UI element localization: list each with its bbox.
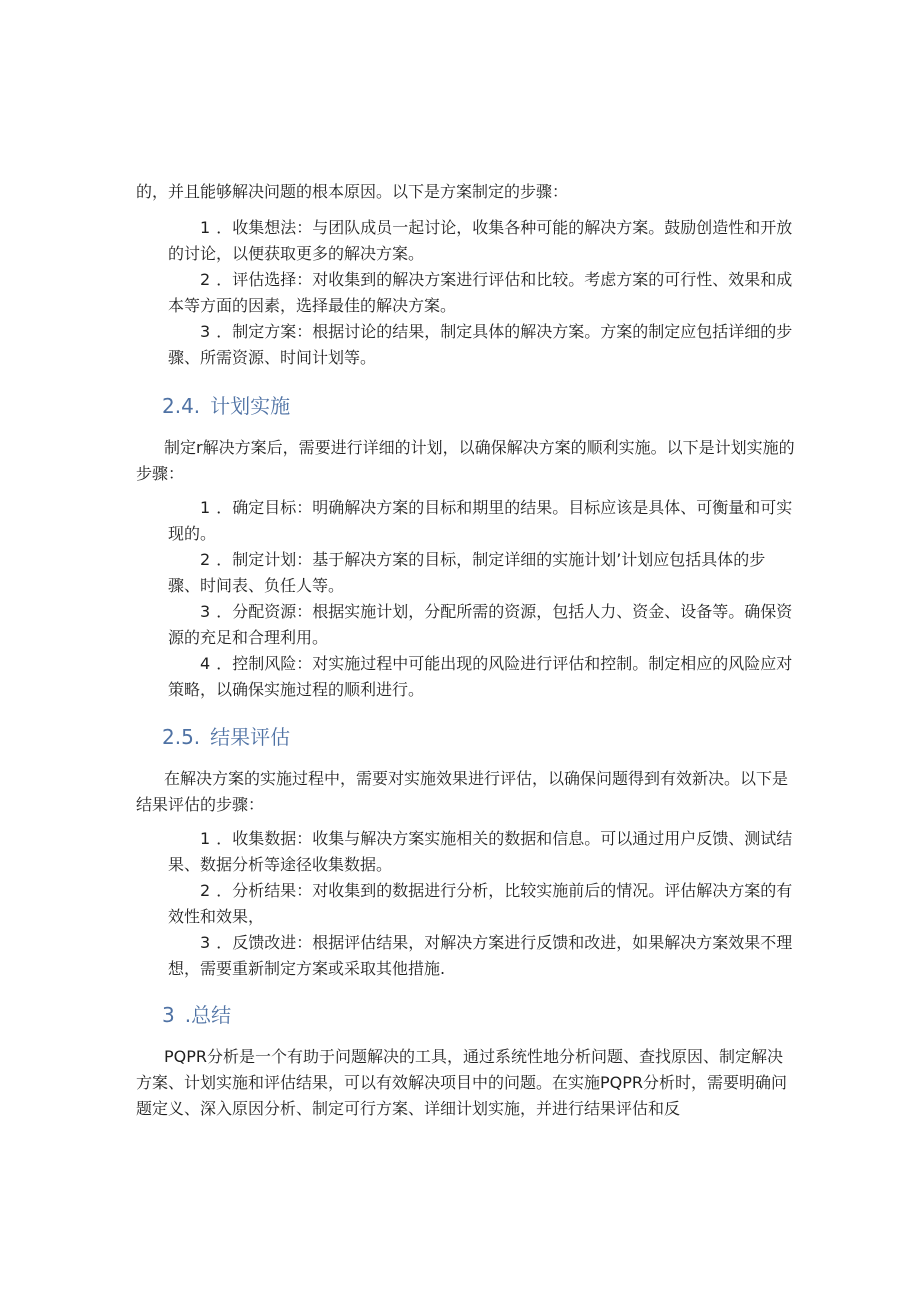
section-intro-paragraph: 在解决方案的实施过程中，需要对实施效果进行评估，以确保问题得到有效新决。以下是结果评估的步骤： <box>136 769 789 814</box>
step-text: ．制定方案：根据讨论的结果，制定具体的解决方案。方案的制定应包括详细的步骤、所需资源、时间计划等。 <box>168 322 793 367</box>
step-number: 3 <box>200 322 211 341</box>
step-text: ．收集数据：收集与解决方案实施相关的数据和信息。可以通过用户反馈、测试结果、数据分析等途径收集数据。 <box>168 829 793 874</box>
step-text: ．评估选择：对收集到的解决方案进行评估和比较。考虑方案的可行性、效果和成本等方面的因素，选择最佳的解决方案。 <box>168 270 793 315</box>
step-text: ．制定计划：基于解决方案的目标，制定详细的实施计划’计划应包括具体的步骤、时间表、负任人等。 <box>168 550 766 595</box>
step-number: 3 <box>200 602 211 621</box>
step-list-item <box>168 267 796 319</box>
step-number: 4 <box>200 654 211 673</box>
step-list-item <box>168 930 796 982</box>
step-number: 1 <box>200 829 211 848</box>
summary-paragraph: PQPR分析是一个有助于问题解决的工具，通过系统性地分析问题、查找原因、制定解决方案、计划实施和评估结果，可以有效解决项目中的问题。在实施PQPR分析时，需要明确问题定义、深入原因分析、制定可行方案、详细计划实施，并进行结果评估和反 <box>136 1047 788 1118</box>
section-intro-paragraph: 制定r解决方案后，需要进行详细的计划，以确保解决方案的顺利实施。以下是计划实施的步骤： <box>136 438 795 483</box>
section-number: 2.5. <box>162 725 201 749</box>
section-heading-2-5 <box>162 723 290 751</box>
step-list-item <box>168 547 796 599</box>
step-list-item <box>168 319 796 371</box>
step-text: ．收集想法：与团队成员一起讨论，收集各种可能的解决方案。鼓励创造性和开放的讨论，以便获取更多的解决方案。 <box>168 218 793 263</box>
step-number: 2 <box>200 550 211 569</box>
step-text: ．分配资源：根据实施计划，分配所需的资源，包括人力、资金、设备等。确保资源的充足和合理利用。 <box>168 602 793 647</box>
step-number: 1 <box>200 218 211 237</box>
section-title: .总结 <box>184 1003 232 1027</box>
step-list-item <box>168 878 796 930</box>
section-title: 计划实施 <box>210 394 291 418</box>
step-list-item <box>168 826 796 878</box>
step-list-item <box>168 651 796 703</box>
step-text: ．确定目标：明确解决方案的目标和期里的结果。目标应该是具体、可衡量和可实现的。 <box>168 498 793 543</box>
step-number: 1 <box>200 498 211 517</box>
section-heading-3 <box>162 1001 231 1029</box>
step-number: 3 <box>200 933 211 952</box>
section-number: 2.4. <box>162 394 201 418</box>
section-title: 结果评估 <box>210 725 291 749</box>
step-number: 2 <box>200 270 211 289</box>
step-number: 2 <box>200 881 211 900</box>
step-list-item <box>168 215 796 267</box>
section-number: 3 <box>162 1003 175 1027</box>
section-heading-2-4 <box>162 392 290 420</box>
step-text: ．控制风险：对实施过程中可能出现的风险进行评估和控制。制定相应的风险应对策略，以确保实施过程的顺利进行。 <box>168 654 793 699</box>
step-list-item <box>168 495 796 547</box>
step-text: ．分析结果：对收集到的数据进行分析，比较实施前后的情况。评估解决方案的有效性和效果， <box>168 881 793 926</box>
intro-tail-paragraph: 的，并且能够解决问题的根本原因。以下是方案制定的步骤： <box>136 182 569 201</box>
step-list-item <box>168 599 796 651</box>
step-text: ．反馈改进：根据评估结果，对解决方案进行反馈和改进，如果解决方案效果不理想，需要重新制定方案或采取其他措施. <box>168 933 793 978</box>
